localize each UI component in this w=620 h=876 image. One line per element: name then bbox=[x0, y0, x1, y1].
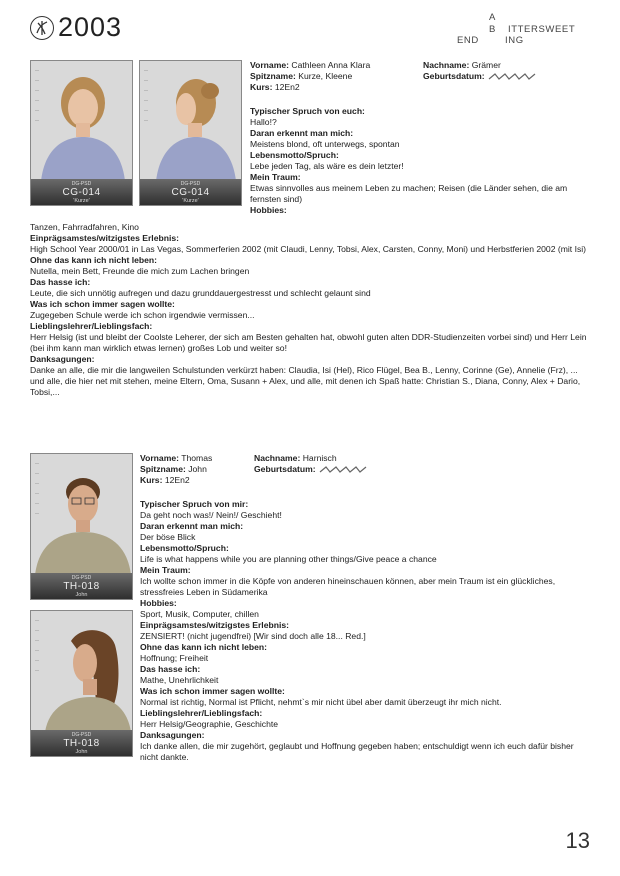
student1-basic-info-right bbox=[423, 60, 539, 82]
plaque-nick: 'Kurze' bbox=[73, 198, 90, 204]
value-hasse: Mathe, Unehrlichkeit bbox=[140, 675, 219, 685]
value-kurs: 12En2 bbox=[274, 82, 300, 92]
value-ohne: Nutella, mein Bett, Freunde die mich zum Lachen bringen bbox=[30, 266, 250, 276]
plaque-series: DG-PSD bbox=[71, 732, 92, 738]
value-dank: Danke an alle, die mir die langweilen Schulstunden verkürzt haben: Claudia, Isi (Hel), Rico Flügel, Bea B., Lenny, Corinne (Ge), Annelie (Frz), ... und alle, die hier net mit stehen, meine Eltern, Oma, Susann + Alex, und alle, mit denen ich Spaß hatte: Christian S., Diana, Conny, Alex + Dario, Tobsi,... bbox=[30, 365, 581, 397]
name-plaque bbox=[31, 179, 132, 205]
height-ruler: — — — — — — bbox=[35, 67, 39, 122]
label-spruch: Typischer Spruch von mir: bbox=[140, 499, 249, 509]
label-hobbies: Hobbies: bbox=[140, 598, 177, 608]
value-sagen: Zugegeben Schule werde ich schon irgendwie vermissen... bbox=[30, 310, 255, 320]
value-motto: Lebe jeden Tag, als wäre es dein letzter! bbox=[250, 161, 404, 171]
label-dank: Danksagungen: bbox=[140, 730, 205, 740]
label-erkennt: Daran erkennt man mich: bbox=[140, 521, 244, 531]
label-spitzname: Spitzname: bbox=[140, 464, 186, 474]
portrait-side-image bbox=[140, 61, 242, 181]
label-dank: Danksagungen: bbox=[30, 354, 95, 364]
student2-photo-side bbox=[30, 610, 133, 757]
student2-basic-info-right bbox=[254, 453, 370, 475]
value-traum: Ich wollte schon immer in die Köpfe von anderen hineinschauen können, aber mein Traum ist ein glückliches, stressfreies Leben in Südamerika bbox=[140, 576, 556, 597]
student2-answers bbox=[140, 499, 590, 763]
name-plaque bbox=[31, 573, 132, 599]
label-nachname: Nachname: bbox=[254, 453, 301, 463]
label-lehrer: Lieblingslehrer/Lieblingsfach: bbox=[30, 321, 153, 331]
student1-answers-top bbox=[250, 106, 590, 216]
value-hobbies: Sport, Musik, Computer, chillen bbox=[140, 609, 259, 619]
school-logo-icon bbox=[30, 16, 54, 40]
label-vorname: Vorname: bbox=[140, 453, 179, 463]
value-spruch: Hallo!? bbox=[250, 117, 277, 127]
page-number: 13 bbox=[565, 828, 590, 853]
label-ohne: Ohne das kann ich nicht leben: bbox=[140, 642, 268, 652]
value-nachname: Harnisch bbox=[302, 453, 337, 463]
plaque-series: DG-PSD bbox=[71, 181, 92, 187]
label-lehrer: Lieblingslehrer/Lieblingsfach: bbox=[140, 708, 263, 718]
value-dank: Ich danke allen, die mir zugehört, geglaubt und Hoffnung gegeben haben; entschuldigt wenn ich euch dafür bisher nicht dankte. bbox=[140, 741, 574, 762]
value-erlebnis: ZENSIERT! (nicht jugendfrei) [Wir sind doch alle 18... Red.] bbox=[140, 631, 366, 641]
plaque-code: TH-018 bbox=[63, 581, 100, 592]
label-traum: Mein Traum: bbox=[140, 565, 191, 575]
label-traum: Mein Traum: bbox=[250, 172, 301, 182]
student1-photo-front bbox=[30, 60, 133, 206]
value-erkennt: Der böse Blick bbox=[140, 532, 196, 542]
header-title-b: B bbox=[489, 24, 496, 35]
label-motto: Lebensmotto/Spruch: bbox=[140, 543, 229, 553]
value-hobbies: Tanzen, Fahrradfahren, Kino bbox=[30, 222, 139, 232]
student1-photo-side bbox=[139, 60, 242, 206]
censored-scribble bbox=[318, 465, 370, 474]
label-hobbies: Hobbies: bbox=[250, 205, 287, 215]
value-hasse: Leute, die sich unnötig aufregen und dazu grunddauergestresst und schlecht gelaunt sind bbox=[30, 288, 371, 298]
label-sagen: Was ich schon immer sagen wollte: bbox=[30, 299, 175, 309]
height-ruler: — — — — — — bbox=[35, 617, 39, 672]
value-vorname: Thomas bbox=[181, 453, 213, 463]
label-spitzname: Spitzname: bbox=[250, 71, 296, 81]
label-erlebnis: Einprägsamstes/witzigstes Erlebnis: bbox=[30, 233, 180, 243]
plaque-code: CG-014 bbox=[62, 187, 101, 198]
label-geburtsdatum: Geburtsdatum: bbox=[254, 464, 316, 474]
label-erlebnis: Einprägsamstes/witzigstes Erlebnis: bbox=[140, 620, 290, 630]
value-lehrer: Herr Helsig (ist und bleibt der Coolste Leherer, der sich am Besten gehalten hat, obwohl guten alten DDR-Studienzeiten vorbei sind) und Herr Lein (bei ihm kann man wirklich etwas lernen) großes Lob und weiter so! bbox=[30, 332, 587, 353]
header-year: 2003 bbox=[58, 12, 123, 42]
value-nachname: Grämer bbox=[471, 60, 501, 70]
label-nachname: Nachname: bbox=[423, 60, 470, 70]
portrait-side-image bbox=[31, 611, 133, 732]
plaque-nick: John bbox=[75, 592, 88, 598]
plaque-series: DG-PSD bbox=[180, 181, 201, 187]
plaque-nick: John bbox=[75, 749, 88, 755]
label-kurs: Kurs: bbox=[250, 82, 273, 92]
label-geburtsdatum: Geburtsdatum: bbox=[423, 71, 485, 81]
header-title-end: END bbox=[457, 35, 479, 46]
height-ruler: — — — — — — bbox=[35, 460, 39, 515]
value-lehrer: Herr Helsig/Geographie, Geschichte bbox=[140, 719, 279, 729]
label-spruch: Typischer Spruch von euch: bbox=[250, 106, 365, 116]
label-ohne: Ohne das kann ich nicht leben: bbox=[30, 255, 158, 265]
label-kurs: Kurs: bbox=[140, 475, 163, 485]
header-title-a: A bbox=[489, 12, 496, 23]
value-erlebnis: High School Year 2000/01 in Las Vegas, Sommerferien 2002 (mit Claudi, Lenny, Tobsi, Alex, Carsten, Conny, Moni) und Herbstferien 2002 (mit Isi) bbox=[30, 244, 587, 254]
value-spitzname: Kurze, Kleene bbox=[298, 71, 353, 81]
plaque-series: DG-PSD bbox=[71, 575, 92, 581]
label-sagen: Was ich schon immer sagen wollte: bbox=[140, 686, 285, 696]
student2-photo-front bbox=[30, 453, 133, 600]
student2-basic-info bbox=[140, 453, 212, 486]
label-hasse: Das hasse ich: bbox=[140, 664, 201, 674]
label-motto: Lebensmotto/Spruch: bbox=[250, 150, 339, 160]
value-motto: Life is what happens while you are planning other things/Give peace a chance bbox=[140, 554, 437, 564]
header-title-rest: ITTERSWEET bbox=[508, 24, 576, 35]
name-plaque bbox=[140, 179, 241, 205]
student1-basic-info bbox=[250, 60, 370, 93]
portrait-front-image bbox=[31, 454, 133, 575]
value-sagen: Normal ist richtig, Normal ist Pflicht, nehmt`s mir nicht übel aber damit überzeugt ihr mich nicht. bbox=[140, 697, 502, 707]
plaque-code: TH-018 bbox=[63, 738, 100, 749]
label-erkennt: Daran erkennt man mich: bbox=[250, 128, 354, 138]
value-erkennt: Meistens blond, oft unterwegs, spontan bbox=[250, 139, 400, 149]
value-vorname: Cathleen Anna Klara bbox=[291, 60, 371, 70]
value-spitzname: John bbox=[188, 464, 207, 474]
plaque-code: CG-014 bbox=[171, 187, 210, 198]
censored-scribble bbox=[487, 72, 539, 81]
name-plaque bbox=[31, 730, 132, 756]
value-ohne: Hoffnung; Freiheit bbox=[140, 653, 209, 663]
value-traum: Etwas sinnvolles aus meinem Leben zu machen; Reisen (die Länder sehen, die am fernsten sind) bbox=[250, 183, 568, 204]
portrait-front-image bbox=[31, 61, 133, 181]
value-spruch: Da geht noch was!/ Nein!/ Geschieht! bbox=[140, 510, 282, 520]
value-kurs: 12En2 bbox=[164, 475, 190, 485]
label-vorname: Vorname: bbox=[250, 60, 289, 70]
plaque-nick: 'Kurze' bbox=[182, 198, 199, 204]
student1-answers-bottom bbox=[30, 222, 592, 398]
label-hasse: Das hasse ich: bbox=[30, 277, 91, 287]
header-title-ing: ING bbox=[505, 35, 524, 46]
height-ruler: — — — — — — bbox=[144, 67, 148, 122]
